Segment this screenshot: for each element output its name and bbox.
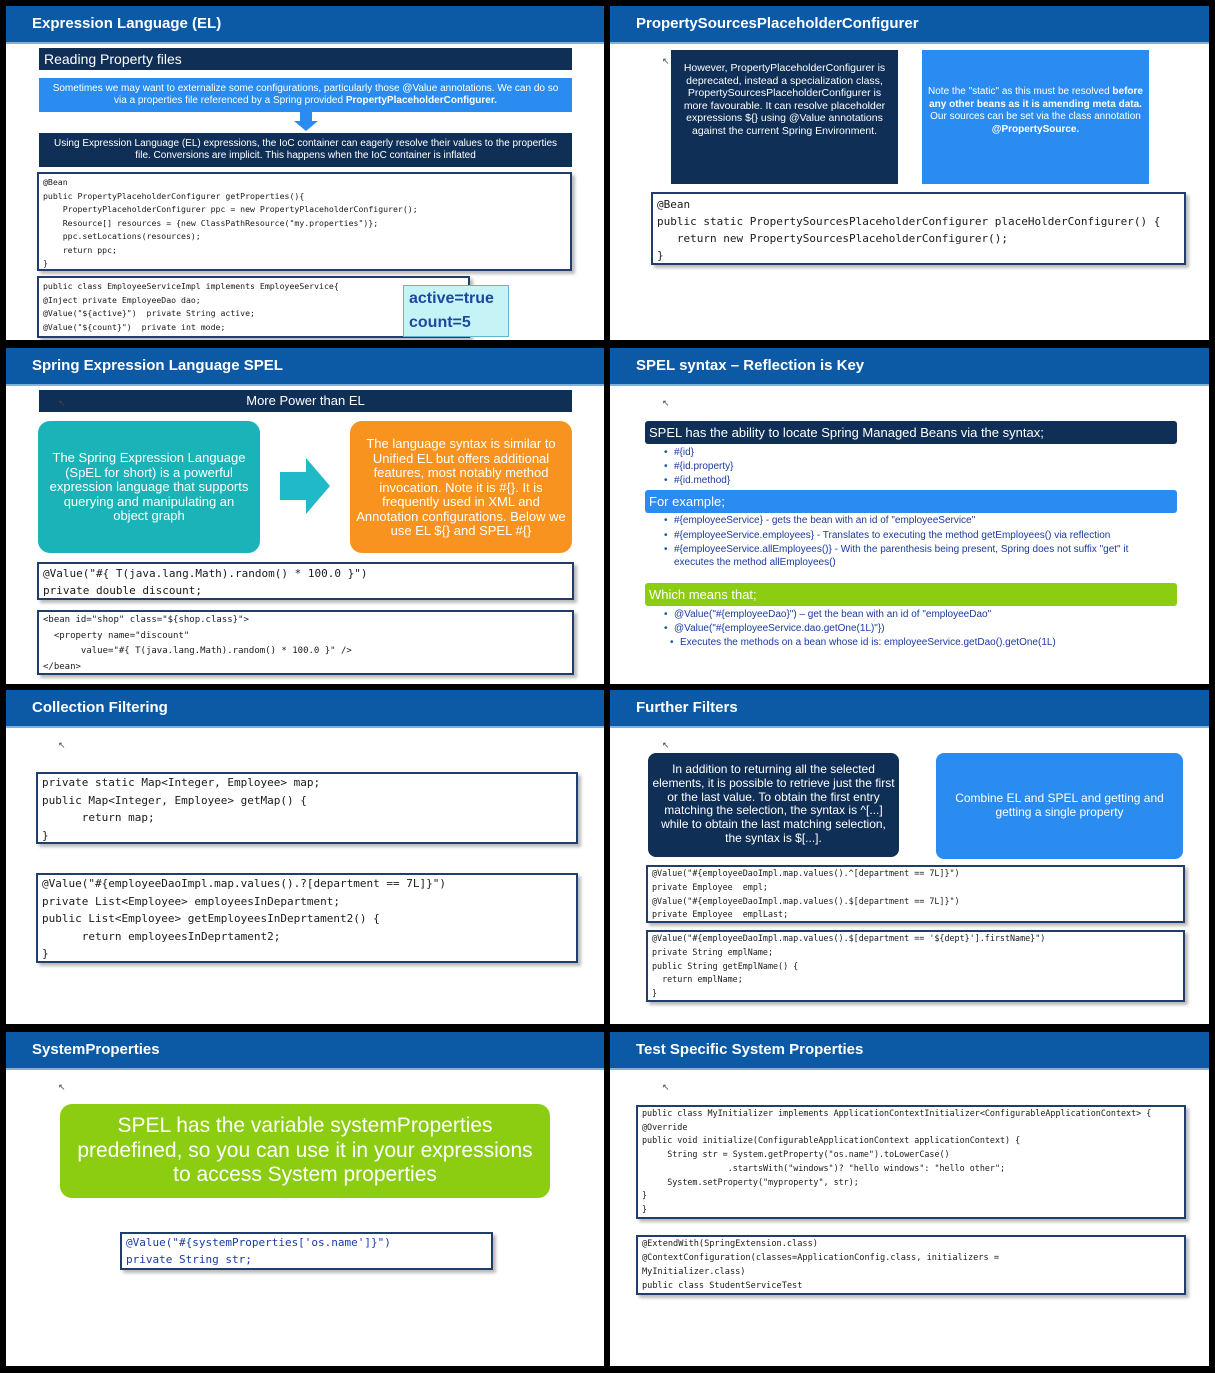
properties-box bbox=[403, 285, 509, 337]
info-box bbox=[39, 78, 572, 112]
section-bar-label: More Power than EL bbox=[246, 393, 365, 408]
code-block-system-properties: @Value("#{systemProperties['os.name']}") private String str; bbox=[120, 1232, 493, 1270]
system-properties-box bbox=[60, 1104, 550, 1198]
code-block-value: @Value("#{ T(java.lang.Math).random() * 100.0 }") private double discount; bbox=[37, 562, 574, 600]
code-block-initializer: public class MyInitializer implements ApplicationContextInitializer<ConfigurableApplicationContext> { @Override public void initialize(ConfigurableApplicationContext applicationContext) { String str = System.getProperty("os.name").toLowerCase() .startsWith("windows")? "hello windows": "hello other"; System.setProperty("myproperty", str); } } bbox=[636, 1105, 1186, 1219]
means-bar-label: Which means that; bbox=[649, 587, 757, 602]
info-text-bold: PropertyPlaceholderConfigurer. bbox=[345, 95, 497, 106]
code-block-test: @ExtendWith(SpringExtension.class) @ContextConfiguration(classes=ApplicationConfig.class, initializers = MyInitializer.class) public class StudentServiceTest bbox=[636, 1235, 1186, 1295]
static-text-a: Note the "static" as this must be resolved bbox=[928, 86, 1113, 97]
list-item: • Executes the methods on a bean whose id is: employeeService.getDao().getOne(1L) bbox=[680, 636, 1178, 650]
slide-test-system-properties bbox=[610, 1032, 1209, 1366]
list-item: • #{employeeService.employees} - Translates to executing the method getEmployees() via reflection bbox=[674, 530, 1166, 543]
list-item: • #{employeeService} - gets the bean with an id of "employeeService" bbox=[674, 515, 1166, 528]
syntax-text: The language syntax is similar to Unified EL but offers additional features, most notably method invocation. Note it is #{}. It is frequently used in XML and Annotation configurations. Below we use EL ${} and SPEL #{} bbox=[356, 436, 566, 538]
slide-title: Expression Language (EL) bbox=[6, 6, 604, 44]
section-bar-label: Reading Property files bbox=[44, 51, 182, 67]
cursor-icon: ↖ bbox=[58, 398, 66, 408]
syntax-list bbox=[658, 446, 1178, 488]
system-properties-text: SPEL has the variable systemProperties predefined, so you can use it in your expressions to access System properties bbox=[77, 1114, 533, 1186]
example-bar-label: For example; bbox=[649, 494, 725, 509]
slide-system-properties bbox=[6, 1032, 604, 1366]
slide-title: Spring Expression Language SPEL bbox=[6, 348, 604, 386]
section-bar bbox=[39, 390, 572, 412]
static-text-d: @PropertySource. bbox=[991, 123, 1080, 135]
list-item: • #{id.method} bbox=[674, 474, 1178, 488]
cursor-icon: ↖ bbox=[662, 740, 670, 750]
list-item: • @Value("#{employeeService.dao.getOne(1L)"}) bbox=[674, 622, 1178, 636]
slide-spel-syntax bbox=[610, 348, 1209, 684]
slide-further-filters bbox=[610, 690, 1209, 1024]
slide-title: SPEL syntax – Reflection is Key bbox=[610, 348, 1209, 386]
first-last-note bbox=[648, 753, 899, 857]
code-block-xml: <bean id="shop" class="${shop.class}"> <property name="discount" value="#{ T(java.lang.Math).random() * 100.0 }" /> </bean> bbox=[37, 610, 574, 675]
cursor-icon: ↖ bbox=[662, 56, 670, 66]
deprecation-note bbox=[671, 50, 898, 184]
code-block-bean: @Bean public static PropertySourcesPlaceholderConfigurer placeHolderConfigurer() { return new PropertySourcesPlaceholderConfigurer(); } bbox=[651, 192, 1186, 265]
cursor-icon: ↖ bbox=[58, 740, 66, 750]
explanation-text: Using Expression Language (EL) expressions, the IoC container can eagerly resolve their values to the properties file. Conversions are implicit. This happens when the IoC container is inflated bbox=[53, 138, 558, 161]
code-block-filter: @Value("#{employeeDaoImpl.map.values().?[department == 7L]}") private List<Employee> employeesInDepartment; public List<Employee> getEmployeesInDeprtament2() { return employeesInDeprtament2; } bbox=[36, 873, 578, 963]
right-arrow-icon bbox=[280, 458, 332, 514]
code-block-property: @Value("#{employeeDaoImpl.map.values().$[department == '${dept}'].firstName}") private String emplName; public String getEmplName() { return emplName; } bbox=[646, 930, 1185, 1002]
section-bar bbox=[39, 48, 572, 70]
slide-title: Collection Filtering bbox=[6, 690, 604, 728]
slide-title: PropertySourcesPlaceholderConfigurer bbox=[610, 6, 1209, 44]
code-block-service: public class EmployeeServiceImpl implements EmployeeService{ @Inject private EmployeeDao dao; @Value("${active}") private String active; @Value("${count}") private int mode; bbox=[37, 276, 470, 338]
syntax-bar bbox=[645, 421, 1177, 444]
info-text: Sometimes we may want to externalize some configurations, particularly those @Value annotations. We can do so via a properties file referenced by a Spring provided bbox=[52, 83, 559, 106]
example-bar bbox=[645, 490, 1177, 513]
code-block-map: private static Map<Integer, Employee> map; public Map<Integer, Employee> getMap() { return map; } bbox=[36, 772, 578, 844]
list-item: • #{id} bbox=[674, 446, 1178, 460]
property-count: count=5 bbox=[409, 314, 471, 331]
down-arrow-icon bbox=[293, 112, 319, 132]
combine-note bbox=[936, 753, 1183, 859]
deprecation-text: However, PropertyPlaceholderConfigurer is deprecated, instead a specialization class, PropertySourcesPlaceholderConfigurer is more favourable. It can resolve placeholder expressions ${} using @Value annotations against the current Spring Environment. bbox=[683, 62, 886, 137]
list-item: • @Value("#{employeeDao}") – get the bean with an id of "employeeDao" bbox=[674, 608, 1178, 622]
combine-text: Combine EL and SPEL and getting and getting a single property bbox=[955, 791, 1164, 819]
property-active: active=true bbox=[409, 290, 494, 307]
slide-title: Test Specific System Properties bbox=[610, 1032, 1209, 1070]
cursor-icon: ↖ bbox=[662, 1082, 670, 1092]
means-list bbox=[658, 608, 1178, 650]
explanation-box bbox=[39, 133, 572, 167]
spel-definition-box bbox=[38, 421, 260, 553]
slide-expression-language bbox=[6, 6, 604, 340]
cursor-icon: ↖ bbox=[58, 1082, 66, 1092]
slide-collection-filtering bbox=[6, 690, 604, 1024]
means-bar bbox=[645, 583, 1177, 606]
static-note bbox=[922, 50, 1149, 184]
slide-title: SystemProperties bbox=[6, 1032, 604, 1070]
static-text-b: before any other beans as it is amending meta data. bbox=[929, 86, 1143, 110]
code-block-bean: @Bean public PropertyPlaceholderConfigurer getProperties(){ PropertyPlaceholderConfigurer ppc = new PropertyPlaceholderConfigurer(); Resource[] resources = {new ClassPathResource("my.properties")}; ppc.setLocations(resources); return ppc; } bbox=[37, 172, 572, 271]
slide-title: Further Filters bbox=[610, 690, 1209, 728]
slide-property-sources bbox=[610, 6, 1209, 340]
code-block-first-last: @Value("#{employeeDaoImpl.map.values().^[department == 7L]}") private Employee empl; @Value("#{employeeDaoImpl.map.values().$[department == 7L]}") private Employee emplLast; bbox=[646, 865, 1185, 923]
list-item: • #{employeeService.allEmployees()} - With the parenthesis being present, Spring does not suffix "get" it executes the method allEmployees() bbox=[674, 544, 1166, 569]
list-item: • #{id.property} bbox=[674, 460, 1178, 474]
static-text-c: Our sources can be set via the class annotation bbox=[930, 111, 1141, 122]
example-list bbox=[658, 515, 1166, 569]
syntax-bar-label: SPEL has the ability to locate Spring Managed Beans via the syntax; bbox=[649, 425, 1044, 440]
cursor-icon: ↖ bbox=[662, 398, 670, 408]
first-last-text: In addition to returning all the selected elements, it is possible to retrieve just the first or the last value. To obtain the first entry matching the selection, the syntax is ^[...] while to obtain the last matching selection, the syntax is $[...]. bbox=[652, 762, 895, 845]
spel-definition-text: The Spring Expression Language (SpEL for short) is a powerful expression language that supports querying and manipulating an object graph bbox=[49, 450, 249, 523]
slide-spel bbox=[6, 348, 604, 684]
syntax-box bbox=[350, 421, 572, 553]
